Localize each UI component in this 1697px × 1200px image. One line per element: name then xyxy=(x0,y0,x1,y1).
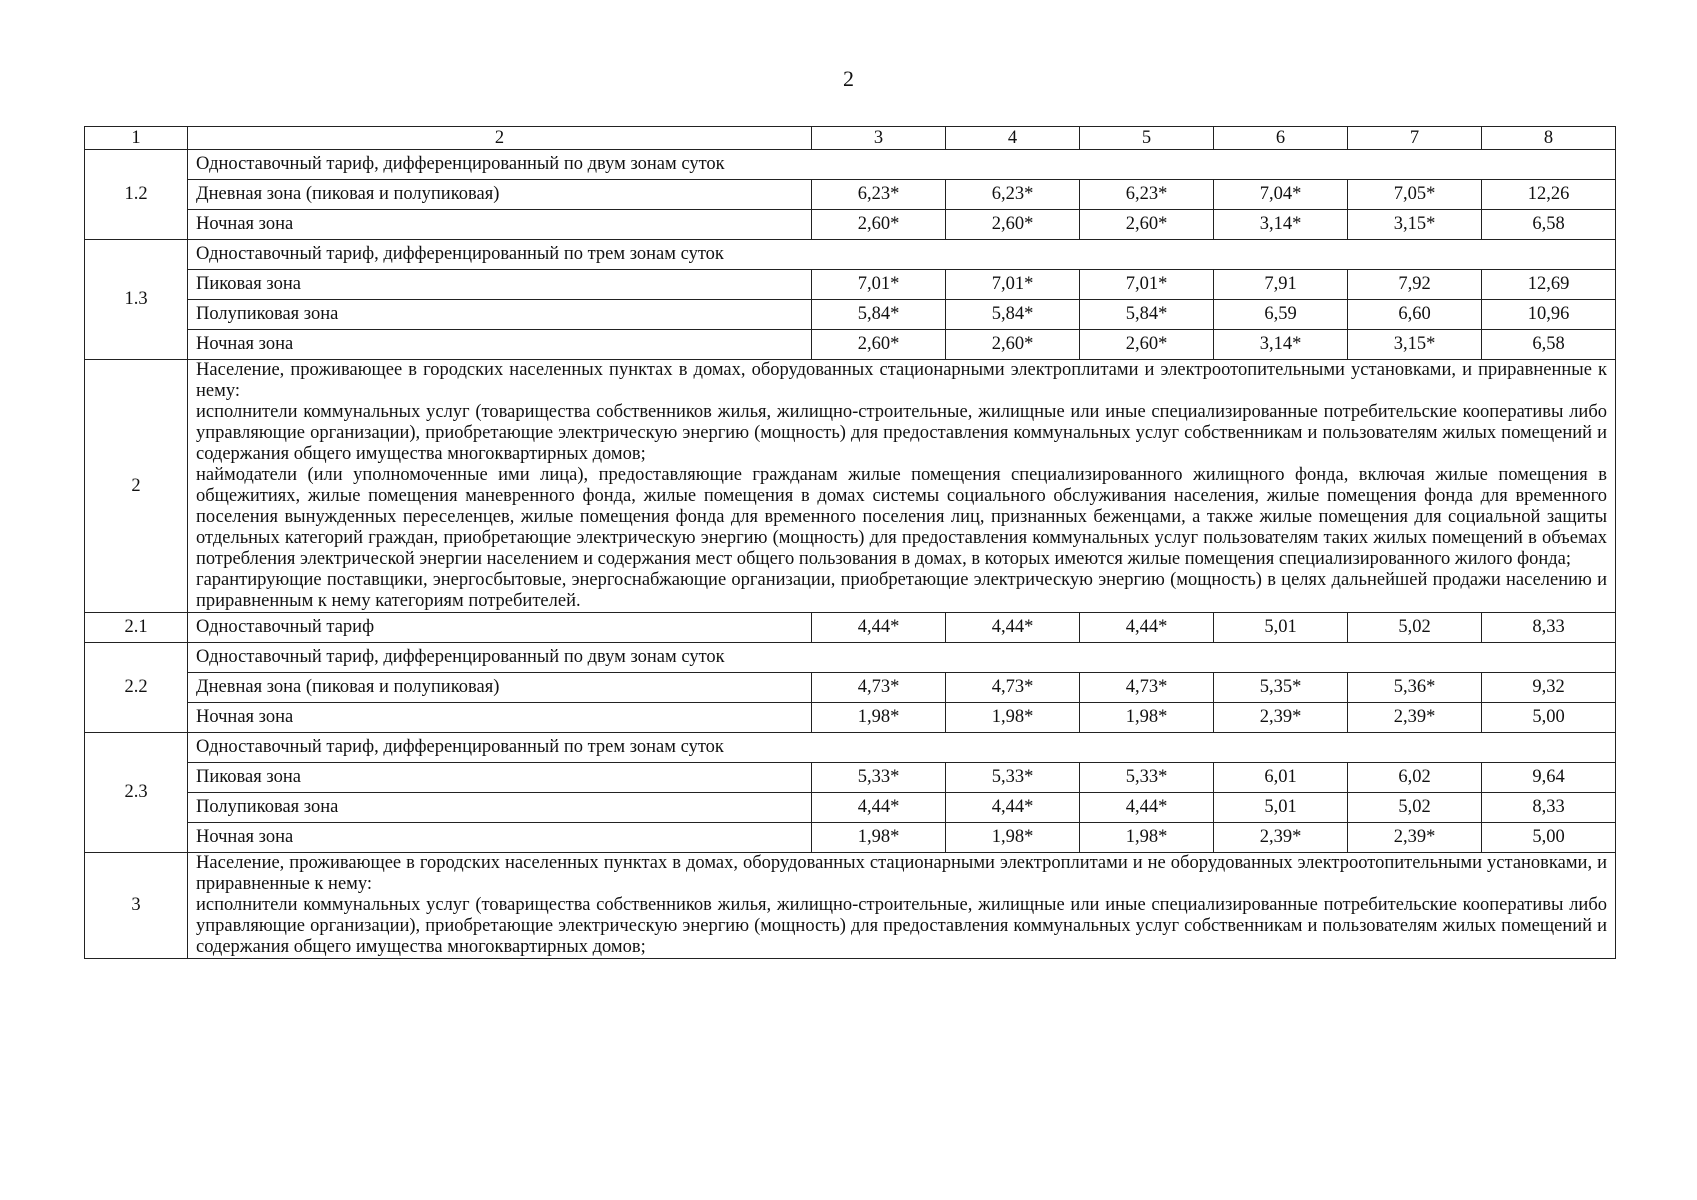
tariff-value: 3,14* xyxy=(1214,210,1348,240)
tariff-value: 2,39* xyxy=(1214,823,1348,853)
row-label: Дневная зона (пиковая и полупиковая) xyxy=(188,673,812,703)
description-paragraph: гарантирующие поставщики, энергосбытовые, энергоснабжающие организации, приобретающие электрическую энергию (мощность) в целях дальнейшей продажи населению и приравненным к нему категориям потребителей. xyxy=(196,570,1607,611)
tariff-value: 7,05* xyxy=(1348,180,1482,210)
description-paragraph: Население, проживающее в городских населенных пунктах в домах, оборудованных стационарными электроплитами и электроотопительными установками, и приравненные к нему: xyxy=(196,360,1607,401)
row-label: Полупиковая зона xyxy=(188,793,812,823)
table-row xyxy=(85,823,1616,853)
tariff-value: 7,01* xyxy=(946,270,1080,300)
tariff-value: 4,44* xyxy=(812,613,946,643)
tariff-value: 8,33 xyxy=(1482,613,1616,643)
tariff-value: 1,98* xyxy=(1080,823,1214,853)
tariff-value: 5,02 xyxy=(1348,613,1482,643)
tariff-value: 6,58 xyxy=(1482,210,1616,240)
tariff-value: 5,84* xyxy=(946,300,1080,330)
table-row xyxy=(85,240,1616,270)
tariff-value: 2,60* xyxy=(946,330,1080,360)
row-number: 2 xyxy=(85,360,188,613)
tariff-value: 6,59 xyxy=(1214,300,1348,330)
table-row xyxy=(85,613,1616,643)
tariff-value: 5,01 xyxy=(1214,613,1348,643)
row-number: 2.2 xyxy=(85,643,188,733)
tariff-value: 5,33* xyxy=(812,763,946,793)
tariff-value: 6,23* xyxy=(1080,180,1214,210)
table-row xyxy=(85,853,1616,959)
row-label: Ночная зона xyxy=(188,703,812,733)
tariff-value: 2,60* xyxy=(1080,330,1214,360)
row-label: Ночная зона xyxy=(188,330,812,360)
tariff-value: 6,23* xyxy=(812,180,946,210)
tariff-value: 5,84* xyxy=(812,300,946,330)
column-header: 5 xyxy=(1080,127,1214,150)
tariff-value: 3,14* xyxy=(1214,330,1348,360)
column-header: 6 xyxy=(1214,127,1348,150)
tariff-value: 6,23* xyxy=(946,180,1080,210)
tariff-value: 7,01* xyxy=(812,270,946,300)
row-number: 2.1 xyxy=(85,613,188,643)
group-title: Одноставочный тариф, дифференцированный по трем зонам суток xyxy=(188,733,1616,763)
tariff-value: 2,60* xyxy=(946,210,1080,240)
tariff-value: 2,39* xyxy=(1214,703,1348,733)
page-number: 2 xyxy=(843,66,854,91)
tariff-table xyxy=(84,126,1616,959)
group-title: Одноставочный тариф, дифференцированный по двум зонам суток xyxy=(188,150,1616,180)
row-number: 1.2 xyxy=(85,150,188,240)
row-label: Дневная зона (пиковая и полупиковая) xyxy=(188,180,812,210)
tariff-value: 4,44* xyxy=(1080,613,1214,643)
column-header: 2 xyxy=(188,127,812,150)
description-paragraph: исполнители коммунальных услуг (товарищества собственников жилья, жилищно-строительные, жилищные или иные специализированные потребительские кооперативы либо управляющие организации), приобретающие электрическую энергию (мощность) для предоставления коммунальных услуг собственникам и пользователям жилых помещений и содержания общего имущества многоквартирных домов; xyxy=(196,402,1607,464)
tariff-value: 2,60* xyxy=(812,330,946,360)
tariff-value: 4,73* xyxy=(1080,673,1214,703)
tariff-value: 5,00 xyxy=(1482,703,1616,733)
table-row xyxy=(85,643,1616,673)
tariff-value: 5,35* xyxy=(1214,673,1348,703)
column-header: 1 xyxy=(85,127,188,150)
tariff-value: 7,91 xyxy=(1214,270,1348,300)
row-number: 1.3 xyxy=(85,240,188,360)
tariff-value: 1,98* xyxy=(946,823,1080,853)
row-description xyxy=(188,360,1616,613)
tariff-value: 8,33 xyxy=(1482,793,1616,823)
tariff-value: 12,69 xyxy=(1482,270,1616,300)
tariff-value: 3,15* xyxy=(1348,330,1482,360)
tariff-value: 7,01* xyxy=(1080,270,1214,300)
column-header: 8 xyxy=(1482,127,1616,150)
tariff-value: 4,44* xyxy=(812,793,946,823)
table-row xyxy=(85,360,1616,613)
tariff-value: 1,98* xyxy=(812,703,946,733)
tariff-value: 5,36* xyxy=(1348,673,1482,703)
table-row xyxy=(85,673,1616,703)
tariff-value: 1,98* xyxy=(812,823,946,853)
tariff-value: 9,64 xyxy=(1482,763,1616,793)
tariff-value: 4,73* xyxy=(946,673,1080,703)
tariff-value: 12,26 xyxy=(1482,180,1616,210)
tariff-value: 5,33* xyxy=(1080,763,1214,793)
row-label: Полупиковая зона xyxy=(188,300,812,330)
column-header: 4 xyxy=(946,127,1080,150)
row-label: Ночная зона xyxy=(188,823,812,853)
table-row xyxy=(85,180,1616,210)
table-header-row xyxy=(85,127,1616,150)
table-row xyxy=(85,330,1616,360)
tariff-value: 4,44* xyxy=(946,793,1080,823)
row-number: 2.3 xyxy=(85,733,188,853)
tariff-value: 10,96 xyxy=(1482,300,1616,330)
table-row xyxy=(85,763,1616,793)
table-row xyxy=(85,210,1616,240)
tariff-value: 5,02 xyxy=(1348,793,1482,823)
row-label: Ночная зона xyxy=(188,210,812,240)
tariff-value: 2,60* xyxy=(1080,210,1214,240)
tariff-value: 6,58 xyxy=(1482,330,1616,360)
row-label: Пиковая зона xyxy=(188,763,812,793)
row-description xyxy=(188,853,1616,959)
tariff-value: 3,15* xyxy=(1348,210,1482,240)
group-title: Одноставочный тариф, дифференцированный по трем зонам суток xyxy=(188,240,1616,270)
row-label: Одноставочный тариф xyxy=(188,613,812,643)
tariff-value: 1,98* xyxy=(1080,703,1214,733)
tariff-value: 2,39* xyxy=(1348,703,1482,733)
tariff-value: 7,92 xyxy=(1348,270,1482,300)
tariff-value: 2,60* xyxy=(812,210,946,240)
tariff-value: 4,44* xyxy=(946,613,1080,643)
column-header: 7 xyxy=(1348,127,1482,150)
description-paragraph: Население, проживающее в городских населенных пунктах в домах, оборудованных стационарными электроплитами и не оборудованных электроотопительными установками, и приравненные к нему: xyxy=(196,853,1607,894)
table-row xyxy=(85,733,1616,763)
tariff-value: 5,00 xyxy=(1482,823,1616,853)
tariff-value: 5,33* xyxy=(946,763,1080,793)
tariff-value: 2,39* xyxy=(1348,823,1482,853)
row-label: Пиковая зона xyxy=(188,270,812,300)
row-number: 3 xyxy=(85,853,188,959)
tariff-value: 1,98* xyxy=(946,703,1080,733)
table-row xyxy=(85,703,1616,733)
tariff-value: 4,73* xyxy=(812,673,946,703)
tariff-value: 5,01 xyxy=(1214,793,1348,823)
table-row xyxy=(85,300,1616,330)
description-paragraph: наймодатели (или уполномоченные ими лица), предоставляющие гражданам жилые помещения специализированного жилищного фонда, включая жилые помещения в общежитиях, жилые помещения маневренного фонда, жилые помещения в домах системы социального обслуживания населения, жилые помещения фонда для временного поселения вынужденных переселенцев, жилые помещения фонда для временного поселения лиц, признанных беженцами, а также жилые помещения для социальной защиты отдельных категорий граждан, приобретающие электрическую энергию (мощность) для предоставления коммунальных услуг пользователям таких жилых помещений в объемах потребления электрической энергии населением и содержания мест общего пользования в домах, в которых имеются жилые помещения специализированного жилого фонда; xyxy=(196,465,1607,569)
tariff-value: 4,44* xyxy=(1080,793,1214,823)
description-paragraph: исполнители коммунальных услуг (товарищества собственников жилья, жилищно-строительные, жилищные или иные специализированные потребительские кооперативы либо управляющие организации), приобретающие электрическую энергию (мощность) для предоставления коммунальных услуг собственникам и пользователям жилых помещений и содержания общего имущества многоквартирных домов; xyxy=(196,895,1607,957)
table-row xyxy=(85,793,1616,823)
table-row xyxy=(85,270,1616,300)
tariff-value: 6,01 xyxy=(1214,763,1348,793)
column-header: 3 xyxy=(812,127,946,150)
group-title: Одноставочный тариф, дифференцированный по двум зонам суток xyxy=(188,643,1616,673)
tariff-value: 7,04* xyxy=(1214,180,1348,210)
table-row xyxy=(85,150,1616,180)
tariff-value: 6,02 xyxy=(1348,763,1482,793)
tariff-value: 6,60 xyxy=(1348,300,1482,330)
tariff-value: 9,32 xyxy=(1482,673,1616,703)
tariff-value: 5,84* xyxy=(1080,300,1214,330)
